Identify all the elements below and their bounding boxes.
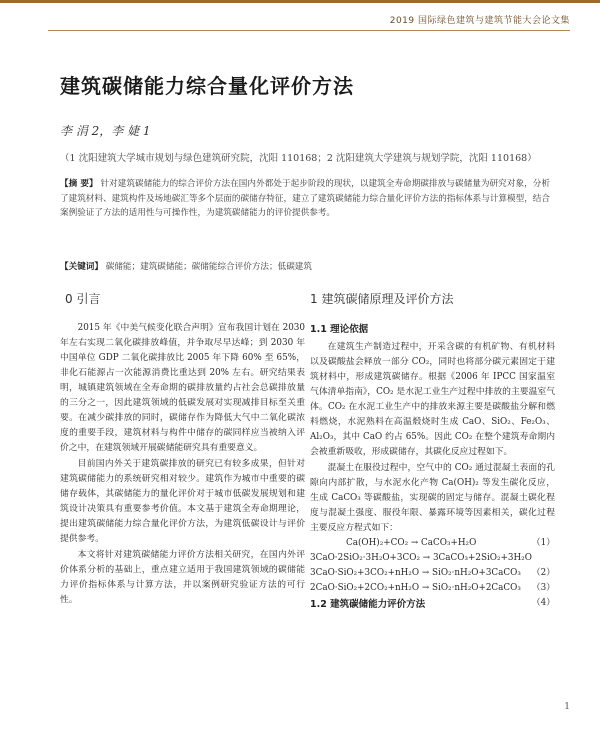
abstract-text: 针对建筑碳储能力的综合评价方法在国内外都处于起步阶段的现状，以建筑全寿命期碳排放与碳储量为研究对象，分析了建筑材料、建筑构件及场地碳汇等多个层面的碳储存特征，建立了建筑碳储能力综合量化评价方法的指标体系与计算模型，结合案例验证了方法的适用性与可操作性，为建筑碳储能力的评价提供参考。 [60, 179, 550, 218]
subsection-1-2-title: 1.2 建筑碳储能力评价方法 [310, 599, 426, 610]
section-0-paragraph: 本文将针对建筑碳储能力评价方法相关研究，在国内外评价体系分析的基础上，重点建立适用于我国建筑领域的碳储能力评价指标体系与计算方法，并以案例研究验证方法的可行性。 [60, 550, 305, 605]
left-column [60, 290, 305, 608]
running-rule [48, 30, 570, 31]
equation-number: （1） [531, 538, 555, 548]
section-0-paragraph: 目前国内外关于建筑碳排放的研究已有较多成果，但针对建筑碳储能力的系统研究相对较少。建筑作为城市中重要的碳储存载体，其碳储能力的量化评价对于城市低碳发展规划和建筑设计决策具有重要参考价值。本文基于建筑全寿命期理论，提出建筑碳储能力综合量化评价方法，为建筑低碳设计与评价提供参考。 [60, 459, 305, 544]
right-column [310, 290, 555, 615]
section-1-title: 1 建筑碳储原理及评价方法 [310, 292, 454, 306]
section-1-paragraph: 在建筑生产制造过程中，开采含碳的有机矿物、有机材料以及碳酸盐会释放一部分 CO₂，同时也将部分碳元素固定于建筑材料中，形成建筑碳储存。根据《2006 年 IPCC 国家温室气体清单指南》，CO₂ 是水泥工业生产过程中排放的主要温室气体。CO₂ 在水泥工业生产中的排放来源主要是碳酸盐分解和燃料燃烧，水泥熟料在高温煅烧时生成 CaO、SiO₂、Fe₂O₃、Al₂O₃，其中 CaO 约占 65%。因此 CO₂ 在整个建筑寿命期内会被重新吸收，形成碳储存，其碳化反应过程如下。 [310, 342, 555, 457]
section-0-paragraph: 2015 年《中美气候变化联合声明》宣布我国计划在 2030 年左右实现二氧化碳排放峰值，并争取尽早达峰；到 2030 年中国单位 GDP 二氧化碳排放比 2005 年下降 60% 至 65%，非化石能源占一次能源消费比重达到 20% 左右。研究结果表明，城镇建筑领域在全寿命期的碳排放量约占社会总碳排放量的三分之一，因此建筑领域的低碳发展对实现减排目标至关重要。在减少碳排放的同时，碳储存作为降低大气中二氧化碳浓度的重要手段，建筑材料与构件中储存的碳同样应当被纳入评价之中，在建筑领域开展碳储能研究具有重要意义。 [60, 323, 305, 453]
section-1-paragraph: 混凝土在服役过程中，空气中的 CO₂ 通过混凝土表面的孔隙向内部扩散，与水泥水化产物 Ca(OH)₂ 等发生碳化反应，生成 CaCO₃ 等碳酸盐，实现碳的固定与储存。混凝土碳化程度与混凝土强度、服役年限、暴露环境等因素相关，碳化过程主要反应方程式如下： [310, 463, 555, 533]
equation-number: （3） [531, 583, 555, 593]
top-rule [0, 0, 600, 3]
running-head: 2019 国际绿色建筑与建筑节能大会论文集 [389, 16, 570, 26]
equation-number: （2） [531, 568, 555, 578]
equation [310, 536, 555, 551]
affiliation: （1 沈阳建筑大学城市规划与绿色建筑研究院，沈阳 110168；2 沈阳建筑大学建筑与规划学院，沈阳 110168） [60, 153, 537, 164]
subsection-1-1-title: 1.1 理论依据 [310, 324, 369, 335]
abstract-label: 【摘 要】 [60, 179, 98, 189]
authors: 李 涓 2，李 婕 1 [60, 124, 151, 138]
paper-title: 建筑碳储能力综合量化评价方法 [60, 74, 354, 98]
equation-text: 3CaO·2SiO₂·3H₂O+3CO₂ → 3CaCO₃+2SiO₂+3H₂O [310, 553, 532, 563]
keywords-label: 【关键词】 [60, 262, 103, 272]
keywords-text: 碳储能；建筑碳储能；碳储能综合评价方法；低碳建筑 [105, 262, 312, 272]
keywords [60, 260, 550, 272]
abstract [60, 177, 550, 221]
equation-text: 2CaO·SiO₂+2CO₂+nH₂O → SiO₂·nH₂O+2CaCO₃ [310, 583, 521, 593]
page-number: 1 [564, 702, 570, 712]
equation-text: 3CaO·SiO₂+3CO₂+nH₂O → SiO₂·nH₂O+3CaCO₃ [310, 568, 521, 578]
equation-number: （4） [531, 598, 555, 608]
section-0-title: 0 引言 [65, 292, 101, 306]
equation-text: Ca(OH)₂+CO₂ → CaCO₃+H₂O [346, 538, 477, 548]
